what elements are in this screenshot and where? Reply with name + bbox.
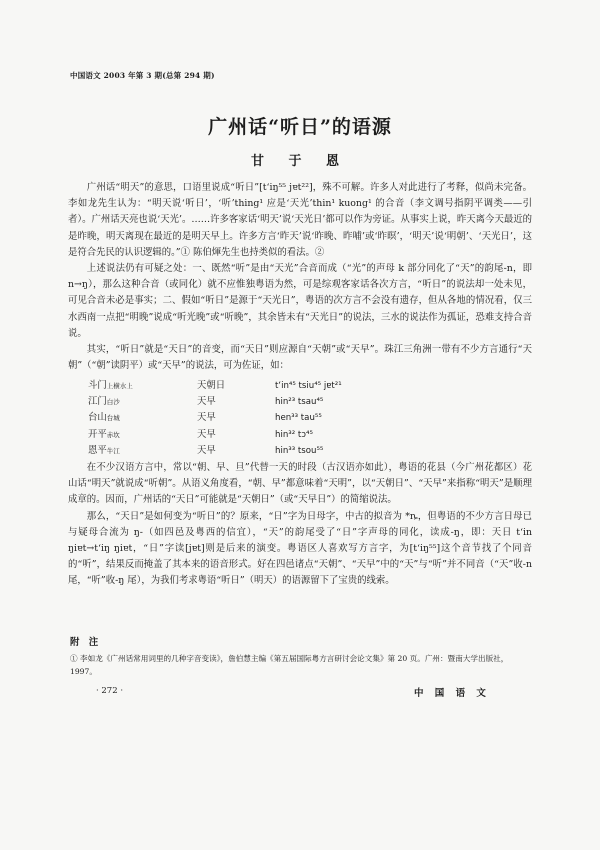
paragraph: 在不少汉语方言中，常以“朝、早、旦”代替一天的时段（古汉语亦如此），粤语的花县（今广州花都区）花山话“明天”就说成“听朝”。从语义角度看，“朝、早”都意味着“天明”，以“天朝日”、“天早”来指称“明天”是顺理成章的。因而，广州话的“天日”可能就是“天朝日”（或“天早日”）的简缩说法。 — [68, 462, 532, 506]
example-row — [88, 378, 528, 394]
paragraph: 广州话“明天”的意思，口语里说成“听日”[tʻiŋ⁵⁵ jɐt²²]，殊不可解。许多人对此进行了考释，似尚未完备。李如龙先生认为：“明天说‘听日’，‘听’thing¹ 应是‘天光’thin¹ kuong¹ 的合音（李文调号指阴平调类——引者）。广州话天亮也说‘天光’。……许多客家话‘明天’说‘天光日’都可以作为旁证。从事实上说，昨天离今天最近的是昨晚，明天离现在最近的是明天早上。许多方言‘昨天’说‘昨晚、昨哺’或‘昨暝’，‘明天’说‘明朝’、‘天光日’，这是符合先民的认识逻辑的。”① 陈伯煇先生也持类似的看法。② — [68, 182, 532, 258]
paragraph: 其实，“听日”就是“天日”的音变，而“天日”则应源自“天朝”或“天早”。珠江三角洲一带有不少方言通行“天朝”（“朝”读阴平）或“天早”的说法，可为佐证，如： — [68, 344, 532, 372]
body-section-1 — [68, 180, 532, 374]
example-pronunciation: tʻin⁴⁵ tsiu⁴⁵ jɐt²¹ — [275, 381, 342, 391]
example-pronunciation: hin³² tɔ⁴⁵ — [275, 429, 313, 440]
dialect-examples-table — [88, 378, 528, 459]
example-pronunciation: hin³³ tsou⁵⁵ — [275, 445, 324, 456]
notes-heading: 附 注 — [70, 637, 99, 648]
article-title: 广州话“听日”的语源 — [208, 116, 392, 138]
body-section-2 — [68, 460, 532, 590]
example-word: 天早 — [197, 412, 216, 424]
example-row — [88, 394, 528, 410]
journal-name-footer: 中 国 语 文 — [414, 688, 490, 699]
paragraph: 上述说法仍有可疑之处：一、既然“听”是由“天光”合音而成（“光”的声母 k 部分同化了“天”的韵尾-n，即 n→ŋ），那么这种合音（或同化）就不应惟独粤语为然，可是综观客家话各次方言，“听日”的说法却一处未见，可见合音未必是事实；二、假如“听日”是源于“天光日”，粤语的次方言不会没有遗存，但从各地的情况看，仅三水西南一点把“明晚”说成“听光晚”或“听晚”，其余皆未有“天光日”的说法，三水的说法作为孤证，恐难支持合音说。 — [68, 263, 532, 339]
page-number: · 272 · — [96, 686, 124, 696]
example-row — [88, 427, 528, 443]
example-row — [88, 410, 528, 426]
example-place: 台山台城 — [88, 412, 120, 424]
example-word: 天朝日 — [197, 380, 226, 391]
example-place: 开平赤坎 — [88, 428, 120, 440]
paragraph: 那么，“天日”是如何变为“听日”的？原来，“日”字为日母字，中古的拟音为 *ȵ，但粤语的不少方言日母已与疑母合流为 ŋ-（如四邑及粤西的信宜），“天”的韵尾受了“日”字声母的同化，读成-ŋ，即：天日 tʻin ŋiɐt→tʻiŋ ŋiɐt，“日”字读[jɐt]则是后来的演变。粤语区人喜欢写方言字，为[tʻiŋ⁵⁵]这个音节找了个同音的“听”，结果反而掩盖了其本来的语音形式。好在四邑诸点“天朝”、“天早”中的“天”与“听”并不同音（“天”收-n 尾，“听”收-ŋ 尾），为我们考求粤语“听日”（明天）的语源留下了宝贵的线索。 — [68, 510, 532, 587]
article-author: 甘 于 恩 — [250, 154, 350, 169]
example-pronunciation: hen³³ tau⁵⁵ — [275, 413, 322, 424]
example-row — [88, 443, 528, 459]
footnote: ① 李如龙《广州话常用词里的几种字音变读》，詹伯慧主编《第五届国际粤方言研讨会论文集》第 20 页。广州：暨南大学出版社，1997。 — [70, 654, 509, 676]
example-word: 天早 — [197, 396, 216, 408]
example-place: 斗门上横水上 — [88, 380, 133, 391]
example-place: 江门白沙 — [88, 396, 120, 408]
example-word: 天早 — [197, 428, 216, 440]
example-pronunciation: hin²³ tsau⁴⁵ — [275, 397, 324, 408]
journal-header: 中国语文 2003 年第 3 期(总第 294 期) — [70, 71, 215, 80]
example-word: 天早 — [197, 444, 216, 456]
example-place: 恩平牛江 — [88, 444, 120, 456]
